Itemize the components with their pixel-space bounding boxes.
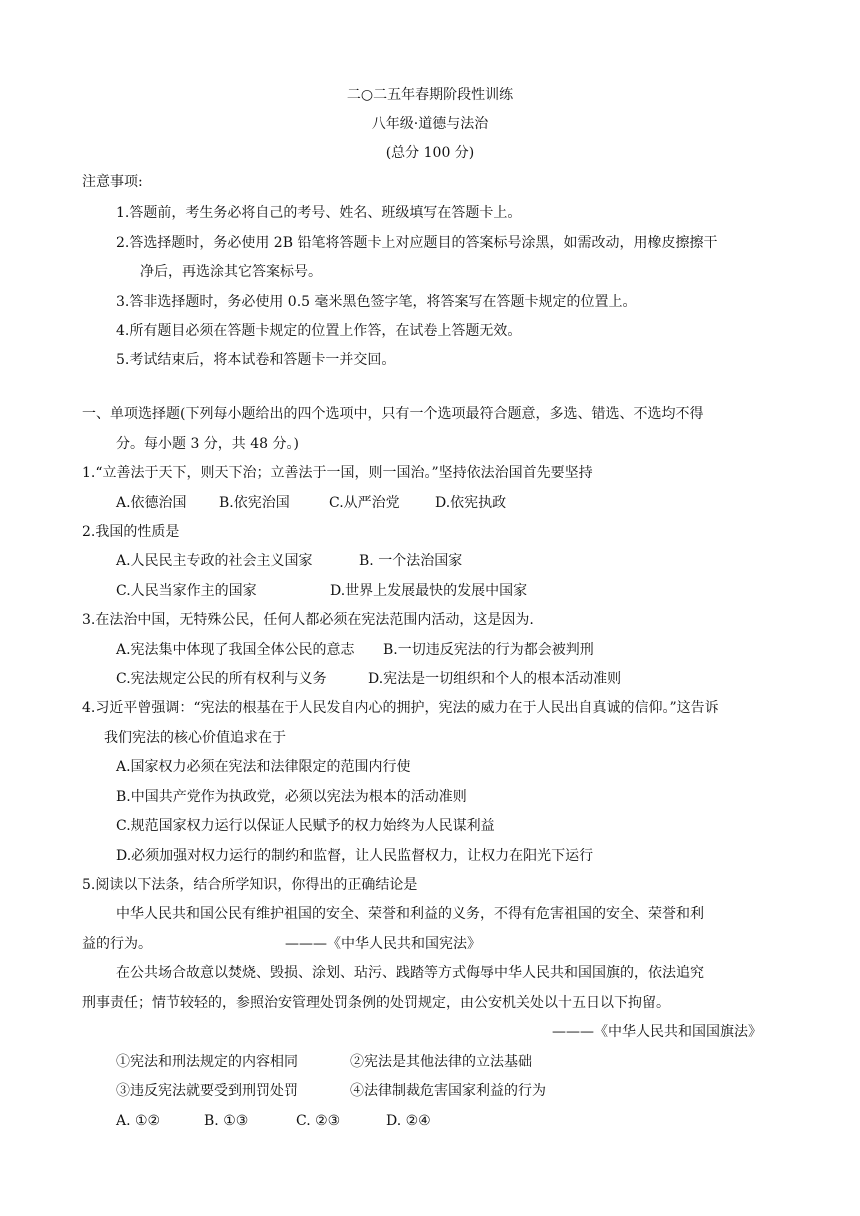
q5-statements-row2 <box>116 1081 546 1101</box>
q2-option-d: D.世界上发展最快的发展中国家 <box>330 583 528 599</box>
q5-option-d: D. ②④ <box>386 1113 431 1129</box>
q5-material-2-source: ———《中华人民共和国国旗法》 <box>552 1024 762 1040</box>
section-heading: 一、单项选择题(下列每小题给出的四个选项中，只有一个选项最符合题意，多选、错选、不选均不得 <box>82 406 704 422</box>
q5-statement-1: ①宪法和刑法规定的内容相同 <box>116 1054 298 1070</box>
q5-statement-2: ②宪法是其他法律的立法基础 <box>350 1054 532 1070</box>
question-5-stem: 5.阅读以下法条，结合所学知识，你得出的正确结论是 <box>82 877 418 893</box>
notice-item-2: 2.答选择题时，务必使用 2B 铅笔将答题卡上对应题目的答案标号涂黑，如需改动，用橡皮擦擦干 <box>116 235 718 251</box>
q5-material-2-cont: 刑事责任；情节较轻的，参照治安管理处罚条例的处罚规定，由公安机关处以十五日以下拘留。 <box>82 995 670 1011</box>
q2-option-c: C.人民当家作主的国家 <box>116 583 257 599</box>
q2-option-a: A.人民民主专政的社会主义国家 <box>116 553 313 569</box>
question-4-stem: 4.习近平曾强调：“宪法的根基在于人民发自内心的拥护，宪法的威力在于人民出自真诚的信仰。”这告诉 <box>82 700 719 716</box>
notice-item-2-cont: 净后，再选涂其它答案标号。 <box>140 264 322 280</box>
question-1-stem: 1.“立善法于天下，则天下治；立善法于一国，则一国治。”坚持依法治国首先要坚持 <box>82 465 593 481</box>
q4-option-c: C.规范国家权力运行以保证人民赋予的权力始终为人民谋利益 <box>116 818 495 834</box>
question-2-options-row1 <box>116 551 462 571</box>
notice-item-4: 4.所有题目必须在答题卡规定的位置上作答，在试卷上答题无效。 <box>116 323 522 339</box>
exam-subject: 八年级·道德与法治 <box>371 116 489 132</box>
q4-option-d: D.必须加强对权力运行的制约和监督，让人民监督权力，让权力在阳光下运行 <box>116 848 594 864</box>
q5-statement-3: ③违反宪法就要受到刑罚处罚 <box>116 1083 298 1099</box>
q1-option-c: C.从严治党 <box>329 495 400 511</box>
q2-option-b: B. 一个法治国家 <box>359 553 463 569</box>
q5-option-a: A. ①② <box>116 1113 161 1129</box>
q1-option-d: D.依宪执政 <box>435 495 507 511</box>
q3-option-a: A.宪法集中体现了我国全体公民的意志 <box>116 642 355 658</box>
q5-material-2: 在公共场合故意以焚烧、毁损、涂划、玷污、践踏等方式侮辱中华人民共和国国旗的，依法追究 <box>116 965 704 981</box>
question-5-options <box>116 1111 431 1131</box>
question-2-stem: 2.我国的性质是 <box>82 524 180 540</box>
exam-total-score: (总分 100 分) <box>385 145 475 161</box>
question-3-options-row2 <box>116 669 621 689</box>
question-3-options-row1 <box>116 640 594 660</box>
question-3-stem: 3.在法治中国，无特殊公民，任何人都必须在宪法范围内活动，这是因为. <box>82 612 534 628</box>
question-2-options-row2 <box>116 581 527 601</box>
q5-option-b: B. ①③ <box>204 1113 249 1129</box>
q5-statements-row1 <box>116 1052 532 1072</box>
q5-material-1: 中华人民共和国公民有维护祖国的安全、荣誉和利益的义务，不得有危害祖国的安全、荣誉和利 <box>116 906 704 922</box>
q3-option-d: D.宪法是一切组织和个人的根本活动准则 <box>368 671 622 687</box>
q4-option-b: B.中国共产党作为执政党，必须以宪法为根本的活动准则 <box>116 789 467 805</box>
q3-option-c: C.宪法规定公民的所有权利与义务 <box>116 671 327 687</box>
question-4-stem-cont: 我们宪法的核心价值追求在于 <box>104 730 286 746</box>
q5-material-1-source: ———《中华人民共和国宪法》 <box>285 936 481 952</box>
notice-item-1: 1.答题前，考生务必将自己的考号、姓名、班级填写在答题卡上。 <box>116 205 522 221</box>
section-heading-cont: 分。每小题 3 分，共 48 分。) <box>116 436 299 452</box>
q5-option-c: C. ②③ <box>296 1113 341 1129</box>
q5-material-1-cont: 益的行为。 <box>82 936 152 952</box>
exam-title: 二○二五年春期阶段性训练 <box>346 87 514 103</box>
notice-item-3: 3.答非选择题时，务必使用 0.5 毫米黑色签字笔，将答案写在答题卡规定的位置上。 <box>116 294 637 310</box>
q3-option-b: B.一切违反宪法的行为都会被判刑 <box>383 642 594 658</box>
question-1-options <box>116 493 506 513</box>
q4-option-a: A.国家权力必须在宪法和法律限定的范围内行使 <box>116 759 411 775</box>
q1-option-b: B.依宪治国 <box>219 495 290 511</box>
notice-item-5: 5.考试结束后，将本试卷和答题卡一并交回。 <box>116 352 396 368</box>
notice-heading: 注意事项: <box>82 174 143 190</box>
q1-option-a: A.依德治国 <box>116 495 187 511</box>
q5-statement-4: ④法律制裁危害国家利益的行为 <box>350 1083 546 1099</box>
